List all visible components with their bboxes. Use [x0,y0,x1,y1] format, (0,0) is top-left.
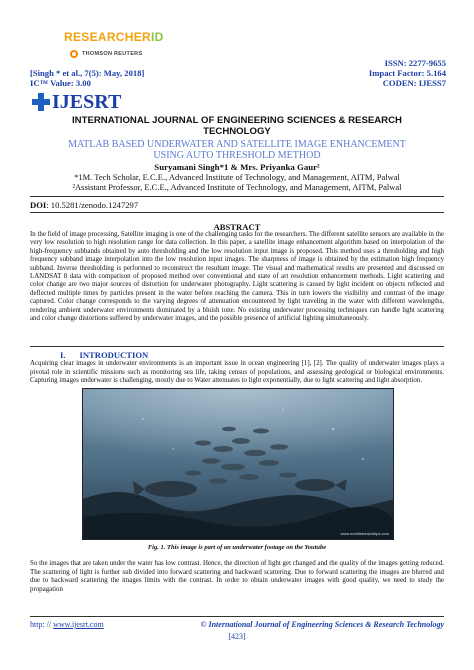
divider-doi [30,212,444,213]
doi [30,200,138,210]
ijesrt-logo-text: IJESRT [52,91,122,113]
thomson-reuters-logo [70,50,142,58]
researcherid-logo-text: RESEARCHER [64,30,152,44]
thomson-reuters-text: THOMSON REUTERS [82,51,143,57]
divider-footer [30,616,444,617]
underwater-photo-graphic [83,389,394,540]
footer-url-link[interactable]: www.ijesrt.com [53,620,104,629]
journal-name-line1: INTERNATIONAL JOURNAL OF ENGINEERING SCIENCES & RESEARCH [72,115,402,126]
header-right [369,58,446,88]
section-title: INTRODUCTION [79,350,149,360]
doi-label: DOI [30,200,47,210]
affiliation-1: *1M. Tech Scholar, E.C.E., Advanced Institute of Technology, and Management, AITM, Palwal [74,172,400,182]
footer [30,620,444,629]
figure-caption: Fig. 1. This image is part of an underwater footage on the Youtube [147,544,327,551]
citation: [Singh * et al., 7(5): May, 2018] [30,68,145,78]
footer-copyright: © International Journal of Engineering Sciences & Research Technology [200,620,444,629]
header-left [30,68,144,88]
divider-abstract [30,346,444,347]
abstract-text: In the field of image processing, Satellite imaging is one of the challenging tasks for the researchers. The different satellite sensors are available in the very low resolution to high resolution range for data collection. In this paper, a satellite image enhancement algorithm based on interpolation of the high-frequency subbands obtained by auto thresholding and the low resolution input image is proposed. This method uses a thresholding and high frequency subband image interpolation into the low resolution input images. The sharpness of image is obtained by the estimation high frequency subband. Inverse thresholding is performed to reconstruct the resultant image. The visual and mathematical results are presented and discussed on LANDSAT 8 data with comparison of proposed method over conventional and state of art resolution enhancement methods. Light scattering and color change are two major sources of distortion for underwater photography. Light scattering is caused by light incident on objects reflected and deflected multiple times by particles present in the water before reaching the camera. This in turn lowers the visibility and contrast of the image captured. Color change corresponds to the varying degrees of attenuation encountered by light traveling in the water with different wavelengths, rendering ambient underwater environments dominated by a bluish tone. No existing underwater processing techniques can handle light scattering and color change distortions suffered by underwater images, and the possible presence of artificial lighting simultaneously. [30,231,444,323]
underwater-photo [82,388,394,540]
researcherid-logo [64,30,164,44]
abstract-heading: ABSTRACT [213,222,261,232]
page-number: [423] [228,632,246,641]
journal-name [30,115,444,137]
paper-title-line1: MATLAB BASED UNDERWATER AND SATELLITE IMAGE ENHANCEMENT [68,139,406,150]
section-heading-introduction [60,350,148,360]
authors: Suryamani Singh*1 & Mrs. Priyanka Gaur² [154,162,320,172]
affiliation-2: ²Assistant Professor, E.C.E., Advanced Institute of Technology, and Management, AITM, Palwal [72,182,402,192]
thomson-reuters-icon [70,50,78,58]
plus-cross-icon [32,93,50,111]
photo-credit: www.mobilebeachtrips.com [340,531,389,536]
introduction-text: Acquiring clear images in underwater environments is an important issue in ocean engineering [1], [2]. The quality of underwater images plays a pivotal role in scientific missions such as monitoring sea life, taking census of populations, and assessing geological or biological environments. Capturing images underwater is challenging, mostly due to Water attenuates to light exponentially, due to light scattering and light absorption. [30,360,444,385]
researcherid-logo-id: ID [151,30,164,44]
paper-title-line2: USING AUTO THRESHOLD METHOD [153,150,321,161]
section-number: I. [60,350,66,360]
paper-title [30,139,444,161]
issn: ISSN: 2277-9655 [384,58,446,68]
journal-name-line2: TECHNOLOGY [203,126,271,137]
divider-top [30,196,444,197]
doi-value: : 10.5281/zenodo.1247297 [46,200,139,210]
footer-url-group [30,620,104,629]
body-text: So the images that are taken under the water has low contrast. Hence, the direction of light get changed and the quality of the images getting reduced. The scattering of light is further sub divided into forward scattering and backward scattering. Due to forward scattering the images are blurred and due to backward scattering the images limits with the contrast. In order to obtain underwater images with good quality, we need to study the propagation [30,560,444,593]
impact-factor: Impact Factor: 5.164 [368,68,446,78]
coden: CODEN: IJESS7 [382,78,446,88]
ijesrt-logo [32,92,121,112]
footer-url-prefix: http: // [30,620,54,629]
ic-value: IC™ Value: 3.00 [30,78,91,88]
